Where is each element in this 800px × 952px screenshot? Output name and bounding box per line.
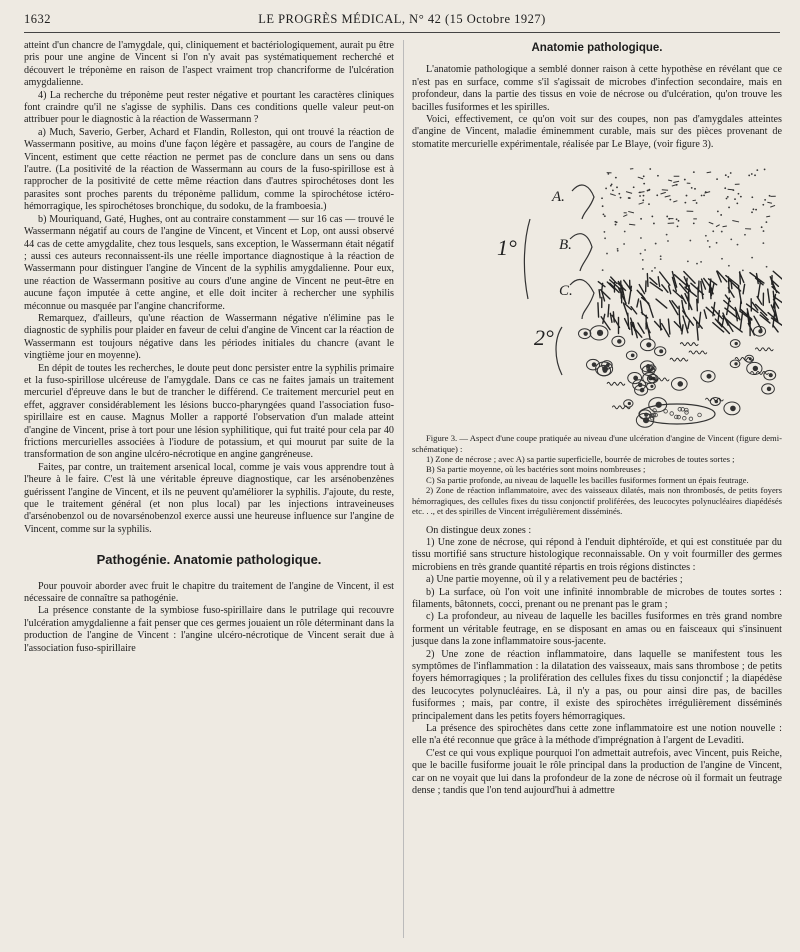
microbe-mark [661,193,666,195]
microbe-mark [696,202,698,204]
microbe-mark [694,318,703,329]
microbe-mark [602,269,604,271]
journal-title: LE PROGRÈS MÉDICAL, N° 42 (15 Octobre 1927) [258,12,546,26]
column-divider [403,40,404,938]
microbe-mark [726,276,739,286]
microbe-mark [603,214,605,216]
microbe-mark [679,306,680,323]
microbe-mark [639,195,641,197]
microbe-mark [740,196,742,198]
microbe-mark [602,284,603,292]
microbe-mark [615,224,617,226]
microbe-mark [620,197,622,199]
microbe-mark [687,261,689,263]
microbe-mark [640,218,642,220]
microbe-mark [642,259,644,261]
microbe-mark [682,325,683,334]
microbe-mark [653,223,655,225]
microbe-mark [736,203,738,205]
microbe-mark [764,169,766,171]
microbe-mark [761,227,763,229]
microbe-mark [666,234,668,236]
page-number: 1632 [24,12,51,26]
microbe-mark [668,319,670,334]
caption-item: B) Sa partie moyenne, où les bactéries sont moins nombreuses ; [426,464,646,475]
microbe-mark [660,272,670,285]
microbe-mark [626,192,632,194]
microbe-mark [673,290,682,298]
microbe-mark [753,366,758,371]
microbe-mark [611,184,613,186]
microbe-mark [773,272,782,281]
microbe-mark [693,223,695,225]
paragraph: 2) Une zone de réaction inflammatoire, dans laquelle se manifestent tous les symptômes de l'inflammation : la dilatation des vaisseaux, mais sans thrombose ; de petits foyers hémorragiques ; la prolifération des cellules fixes du tissu conjonctif ; la diapédèse des leucocytes polynucléaires. Là, il n'y a pas, ou pour ainsi dire pas, de bacilles fusiformes ; mais, par contre, il existe des spirochètes irrégulièrement disséminés principalement dans les petits foyers hémorragiques. [412,648,782,722]
microbe-mark [755,348,773,351]
microbe-mark [693,172,695,174]
microbe-mark [689,351,707,354]
microbe-mark [763,230,765,232]
microbe-mark [598,303,599,317]
microbe-mark [709,246,711,248]
microbe-mark [740,301,741,311]
paragraph: Faites, par contre, un traitement arsenical local, comme je vais vous apprendre tout à l'heure à le faire. C'est là une véritable épreuve diagnostique, car les arsénobenzènes guérissent l'angine de Vincent, et ils ne peuvent qu'améliorer la syphilis. J'ajoute, du reste, que le traitement général (et non plus local) par les injections intraveineuses d'arsénobenzol ou de novarsénobenzol exerce aussi une heureuse influence sur l'angine de Vincent, comme sur la syphilis. [24,461,394,535]
paragraph: atteint d'un chancre de l'amygdale, qui, cliniquement et bactériologiquement, aurait pu être pris pour une angine de Vincent si l'on n'y avait pas systématiquement recherché et découvert le tréponème en raison de l'aspect vraiment trop chancriforme de l'ulcération amygdalienne. [24,40,394,89]
microbe-mark [665,196,671,197]
microbe-mark [751,212,753,214]
microbe-mark [648,203,650,205]
microbe-mark [606,253,608,255]
label-c: C. [559,283,573,300]
microbe-mark [607,383,625,386]
caption-item: 2) Zone de réaction inflammatoire, avec des vaisseaux dilatés, mais non thrombosés, de petits foyers hémorragiques, des cellules fixes du tissu conjonctif proliférées, des leucocytes polynucléaires diapédésés etc. . ., et des spirilles de Vincent irrégulièrement disséminés. [412,485,782,517]
microbe-mark [697,300,698,311]
label-zone-2: 2° [534,325,554,351]
microbe-mark [734,198,736,200]
microbe-mark [728,207,730,209]
paragraph: Pour pouvoir aborder avec fruit le chapitre du traitement de l'angine de Vincent, il est nécessaire de connaître sa pathogénie. [24,580,394,605]
microbe-mark [721,258,723,260]
microbe-mark [648,190,650,192]
microbe-mark [629,224,635,225]
paragraph: C'est ce qui vous explique pourquoi l'on admettait autrefois, avec Vincent, puis Reiche, que le bacille fusiforme jouait le rôle principal dans la production de l'angine de Vincent, car on ne voyait que lui dans la profondeur de la zone de nécrose où il formait un feutrage dense ; tandis que l'on tend aujourd'hui à admettre [412,747,782,797]
microbe-mark [657,175,659,177]
microbe-mark [737,244,739,246]
paragraph: La présence des spirochètes dans cette zone inflammatoire est une notion nouvelle : elle n'a été reconnue que grâce à la méthode d'imprégnation à l'argent de Levaditi. [412,723,782,747]
microbe-mark [604,231,606,233]
microbe-mark [751,197,753,199]
microbe-mark [610,194,616,196]
label-a: A. [552,189,565,206]
microbe-mark [676,184,678,186]
microbe-mark [724,188,726,190]
microbe-mark [707,240,709,242]
label-zone-1: 1° [497,235,517,261]
microbe-mark [716,178,718,180]
microbe-mark [659,350,663,354]
microbe-mark [744,234,746,236]
microbe-mark [716,225,720,227]
microbe-mark [678,381,684,387]
microbe-mark [615,177,617,179]
microbe-mark [654,267,656,269]
microbe-mark [670,412,674,416]
figure-caption: Figure 3. — Aspect d'une coupe pratiquée au niveau d'une ulcération d'angine de Vincent (figure demi-schématique) : [412,433,782,454]
microbe-mark [725,175,727,177]
microbe-mark [698,413,702,417]
header-rule [24,32,780,33]
microbe-mark [616,222,618,224]
microbe-mark [639,192,641,194]
microbe-mark [670,358,688,361]
microbe-mark [693,200,696,201]
microbe-mark [701,282,703,299]
microbe-mark [640,237,642,239]
microbe-mark [646,342,651,347]
paragraph: On distingue deux zones : [426,524,532,536]
microbe-mark [651,216,653,218]
microbe-mark [643,183,645,185]
microbe-mark [599,290,600,298]
microbe-mark [660,258,662,260]
microbe-mark [742,270,744,272]
microbe-mark [756,170,758,172]
microbe-mark [624,231,626,233]
microbe-mark [723,226,727,227]
paragraph: 4) La recherche du tréponème peut rester négative et pourtant les caractères cliniques font craindre qu'il ne s'agisse de syphilis. Dans ces conditions quelle valeur peut-on attribuer pour le diagnostic à la réaction de Wassermann ? [24,89,394,126]
microbe-mark [696,263,698,265]
microbe-mark [768,289,770,302]
microbe-mark [770,206,775,208]
microbe-mark [720,214,722,216]
microbe-mark [686,195,688,197]
microbe-mark [640,253,642,255]
microbe-mark [738,193,740,195]
caption-item: 1) Zone de nécrose ; avec A) sa partie superficielle, bourrée de microbes de toutes sortes ; [426,454,735,465]
microbe-mark [604,216,606,218]
microbe-mark [617,250,619,252]
microbe-mark [656,195,658,197]
microbe-mark [691,187,693,189]
microbe-mark [608,305,609,317]
microbe-mark [637,299,639,307]
microbe-mark [617,339,622,344]
page-header [24,10,780,32]
paragraph: 1) Une zone de nécrose, qui répond à l'enduit diphtéroïde, et qui est constituée par du tissu mortifié sans structure histologique reconnaissable. On y voit fourmiller des germes microbiens en très grande quantité répartis en trois régions distinctes : [412,536,782,573]
microbe-mark [649,305,653,317]
microbe-mark [766,216,770,217]
microbe-mark [735,342,738,345]
microbe-mark [755,209,757,211]
microbe-mark [650,385,653,388]
microbe-mark [662,324,669,337]
microbe-mark [734,362,737,365]
microbe-mark [673,182,679,183]
microbe-mark [612,406,630,409]
microbe-mark [700,261,702,263]
microbe-mark [669,286,671,294]
microbe-mark [680,343,698,346]
microbe-mark [751,173,753,175]
paragraph: L'anatomie pathologique a semblé donner raison à cette hypothèse en révélant que ce n'est pas en surface, comme s'il s'agissait de microbes d'infection secondaire, mais en profondeur, dans la partie des tissus en voie de nécrose ou d'ulcération, qu'on trouve les bacilles fusiformes et les spirilles. [412,64,782,113]
microbe-mark [666,216,668,218]
microbe-mark [639,203,644,205]
microbe-mark [707,172,711,173]
microbe-field [578,168,782,427]
microbe-mark [658,277,659,287]
microbe-mark [697,323,699,341]
microbe-mark [684,179,686,181]
microbe-mark [628,212,634,213]
microbe-mark [602,206,604,208]
microbe-mark [646,364,651,369]
microbe-mark [604,238,606,240]
microbe-mark [647,274,648,287]
paragraph: a) Much, Saverio, Gerber, Achard et Flandin, Rolleston, qui ont trouvé la réaction de Wassermann positive, au moins d'une façon légère et passagère, au cours de l'angine de Vincent, estiment que cette réaction ne permet pas de conclure dans un sens ou dans l'autre. (La positivité de la réaction de Wassermann au cours de la fuso-spirillose est à rapprocher de la positivité de cette même réaction dans d'autres spirochétoses dont les parasites sont proches parents du tréponème pallidum, comme la spirochétose ictéro-hémorragique, les spirochétoses bronchique, du sodoku, de la framboesia.) [24,126,394,213]
microbe-mark [732,221,739,222]
microbe-mark [726,198,728,200]
microbe-mark [641,294,649,306]
microbe-mark [712,231,714,233]
paragraph: b) Mouriquand, Gaté, Hughes, ont au contraire constamment — sur 16 cas — trouvé le Wassermann négatif au cours de l'angine de Vincent, et Vincent et Lop, ont aussi observé 44 cas de cette amygdalite, chez tous lesquels, sans exception, le Wassermann était négatif ; aussi ces auteurs reconnaissent-ils une réelle importance diagnostique à la réaction de Wassermann pour distinguer l'angine de Vincent de la syphilis amygdalienne. Pour eux, une réaction de Wassermann positive au cours d'une angine de Vincent ne peut-être en aucune façon imputée à cette angine, et elle doit inciter à rechercher une syphilis méconnue ou masquée par l'angine chancriforme. [24,213,394,312]
microbe-mark [644,249,646,251]
microbe-mark [674,415,678,419]
microbe-mark [623,215,627,217]
microbe-mark [642,200,644,202]
microbe-mark [701,195,703,197]
microbe-mark [618,193,620,195]
microbe-mark [743,285,745,294]
microbe-mark [705,191,707,193]
microbe-mark [740,272,741,284]
microbe-mark [597,330,603,336]
microbe-mark [651,270,653,272]
microbe-mark [617,248,619,250]
microbe-mark [740,312,742,329]
microbe-mark [694,188,696,190]
microbe-mark [684,202,686,204]
microbe-mark [643,176,645,178]
microbe-mark [677,226,679,228]
microbe-mark [616,187,618,189]
left-column [24,40,394,655]
microbe-mark [705,398,723,401]
microbe-mark [683,417,687,421]
microbe-mark [638,177,643,179]
microbe-mark [660,256,662,258]
microbe-mark [731,281,732,289]
microbe-mark [748,175,750,177]
microbe-mark [628,402,631,405]
microbe-mark [762,204,764,206]
paragraph: En dépit de toutes les recherches, le doute peut donc persister entre la syphilis primaire et la fuso-spirillose ulcéreuse de l'amygdale. Dans ce cas ne faites jamais un traitement mercuriel d'épreuve dans le but de trancher le différend. Ce traitement mercuriel peut en effet, aggraver considérablement les lésions bucco-pharyngées quand l'association fuso-spirillaire est en cause. Magnus Moller a rapporté l'observation d'un malade atteint d'angine de Vincent, prise à tort pour une lésion syphilitique, qui fut traité pour cela par 40 frictions mercurielles associées à l'iodure de potassium, et qui mourut par suite de la transformation de son angine ulcéro-nécrotique en angine gangréneuse. [24,362,394,461]
microbe-mark [767,387,771,391]
microbe-mark [664,410,668,414]
microbe-mark [631,307,637,314]
paragraph: c) La profondeur, au niveau de laquelle les bacilles fusiformes en très grand nombre forment un véritable feutrage, en se disposant en amas ou en faisceaux qui s'insinuent jusque dans la zone inflammatoire sous-jacente. [412,611,782,648]
microbe-mark [727,196,729,198]
microbe-mark [764,199,766,201]
microbe-mark [704,310,706,318]
microbe-mark [667,240,669,242]
microbe-mark [673,201,677,202]
microbe-mark [707,374,712,379]
right-column [412,40,782,797]
microbe-mark [601,198,603,200]
microbe-mark [718,311,719,322]
microbe-mark [769,373,773,377]
microbe-mark [762,242,764,244]
microbe-mark [683,316,688,333]
microbe-mark [730,239,732,241]
label-b: B. [559,237,572,254]
microbe-mark [607,173,609,175]
microbe-mark [676,219,678,221]
microbe-mark [716,242,718,244]
microbe-mark [583,332,587,336]
microbe-mark [628,197,630,199]
microbe-mark [656,299,667,308]
microbe-mark [633,187,635,189]
microbe-mark [754,175,756,177]
paragraph: Voici, effectivement, ce qu'on voit sur des coupes, non pas d'amygdales atteintes d'angine de Vincent, maladie éminemment curable, mais sur des pièces provenant de stomatite mercurielle expérimentale, réalisée par Le Blaye, (voir figure 3). [412,114,782,150]
microbe-mark [642,268,644,270]
microbe-mark [705,235,707,237]
microbe-mark [669,199,671,201]
section-title: Anatomie pathologique. [531,42,663,54]
microbe-mark [638,383,643,388]
microbe-mark [603,369,608,374]
microbe-mark [730,172,732,174]
microbe-mark [753,209,755,211]
microbe-mark [703,195,705,197]
microbe-mark [727,176,729,178]
microbe-mark [730,406,736,412]
microbe-mark [767,203,772,204]
histology-illustration [412,159,782,429]
microbe-mark [638,323,644,333]
microbe-mark [728,190,734,191]
microbe-mark [612,190,614,192]
microbe-mark [655,243,657,245]
microbe-mark [688,321,690,329]
microbe-mark [709,222,714,224]
microbe-mark [643,195,645,197]
microbe-mark [717,211,719,213]
microbe-mark [605,188,607,190]
microbe-mark [668,180,672,181]
microbe-mark [689,417,693,421]
microbe-mark [631,354,635,358]
microbe-mark [623,243,625,245]
microbe-mark [721,231,723,233]
microbe-mark [766,266,768,268]
microbe-mark [639,285,644,294]
paragraph: b) La surface, où l'on voit une infinité innombrable de microbes de toutes sortes : filaments, bâtonnets, cocci, prenant ou ne prenant pas le gram ; [412,586,782,610]
microbe-mark [758,329,762,333]
microbe-mark [685,409,689,413]
microbe-mark [751,257,753,259]
paragraph: Remarquez, d'ailleurs, qu'une réaction de Wassermann négative n'élimine pas le diagnostic de syphilis pour plaider en faveur de celui d'angine de Vincent car la réaction de Wassermann est toujours négative dans les périodes initiales du chancre (avant le vingtième jour en moyenne). [24,312,394,362]
paragraph: La présence constante de la symbiose fuso-spirillaire dans le putrilage qui recouvre l'ulcération amygdalienne a fait penser que ces germes jouaient un rôle déterminant dans la production de l'angine de Vincent : l'angine ulcéro-nécrotique de Vincent serait due à l'association fuso-spirillaire [24,605,394,654]
microbe-mark [689,240,691,242]
section-title: Pathogénie. Anatomie pathologique. [96,552,322,568]
microbe-mark [769,195,771,197]
caption-item: C) Sa partie profonde, au niveau de laquelle les bacilles fusiformes forment un épais feutrage. [426,474,749,485]
microbe-mark [678,220,680,222]
microbe-mark [649,168,651,170]
microbe-mark [766,222,768,224]
paragraph: a) Une partie moyenne, où il y a relativement peu de bactéries ; [426,574,683,586]
figure-3 [412,159,782,429]
microbe-mark [728,265,730,267]
